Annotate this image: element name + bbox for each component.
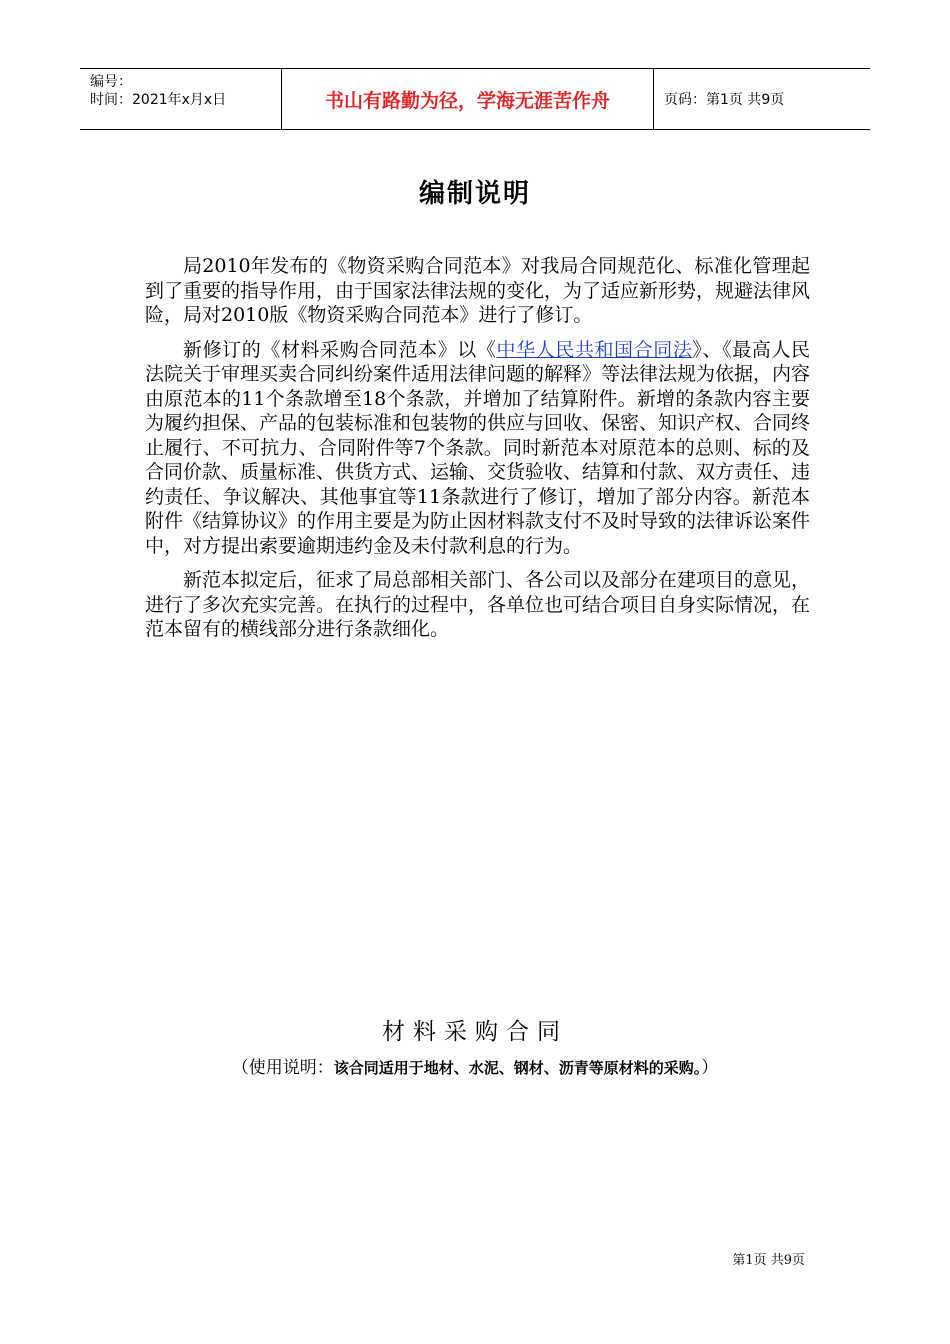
paragraph-2-after: 》、《最高人民法院关于审理买卖合同纠纷案件适用法律问题的解释》等法律法规为依据，内容由原范本的11个条款增至18个条款，并增加了结算附件。新增的条款内容主要为履约担保、产品的包装标准和包装物的供应与回收、保密、知识产权、合同终止履行、不可抗力、合同附件等7个条款。同时新范本对原范本的总则、标的及合同价款、质量标准、供货方式、运输、交货验收、结算和付款、双方责任、违约责任、争议解决、其他事宜等11条款进行了修订，增加了部分内容。新范本附件《结算协议》的作用主要是为防止因材料款支付不及时导致的法律诉讼案件中，对方提出索要逾期违约金及未付款利息的行为。 xyxy=(145,338,811,557)
contract-law-link[interactable]: 中华人民共和国合同法 xyxy=(496,338,693,361)
header-page-info xyxy=(654,69,870,129)
usage-note-prefix: （使用说明： xyxy=(231,1058,334,1078)
usage-note-suffix: ） xyxy=(701,1058,719,1078)
header-page-info-text: 页码：第1页 共9页 xyxy=(664,92,785,108)
header-meta xyxy=(80,69,281,129)
page-header xyxy=(80,68,870,130)
header-number-label: 编号： xyxy=(90,74,132,90)
document-body xyxy=(145,254,810,652)
header-motto xyxy=(281,69,654,129)
header-motto-text: 书山有路勤为径，学海无涯苦作舟 xyxy=(324,89,610,112)
paragraph-2-before: 新修订的《材料采购合同范本》以《 xyxy=(183,338,497,361)
page-footer: 第1页 共9页 xyxy=(732,1253,805,1268)
contract-title: 材料采购合同 xyxy=(382,1019,568,1045)
paragraph-2 xyxy=(145,338,810,559)
usage-note-bold: 该合同适用于地材、水泥、钢材、沥青等原材料的采购。 xyxy=(333,1059,702,1077)
paragraph-3: 新范本拟定后，征求了局总部相关部门、各公司以及部分在建项目的意见，进行了多次充实完善。在执行的过程中，各单位也可结合项目自身实际情况，在范本留有的横线部分进行条款细化。 xyxy=(145,569,811,640)
header-time-label: 时间：2021年x月x日 xyxy=(90,92,227,108)
document-title: 编制说明 xyxy=(418,179,531,209)
paragraph-1: 局2010年发布的《物资采购合同范本》对我局合同规范化、标准化管理起到了重要的指导作用，由于国家法律法规的变化，为了适应新形势，规避法律风险，局对2010版《物资采购合同范本》进行了修订。 xyxy=(145,255,811,326)
usage-note xyxy=(0,1053,950,1078)
